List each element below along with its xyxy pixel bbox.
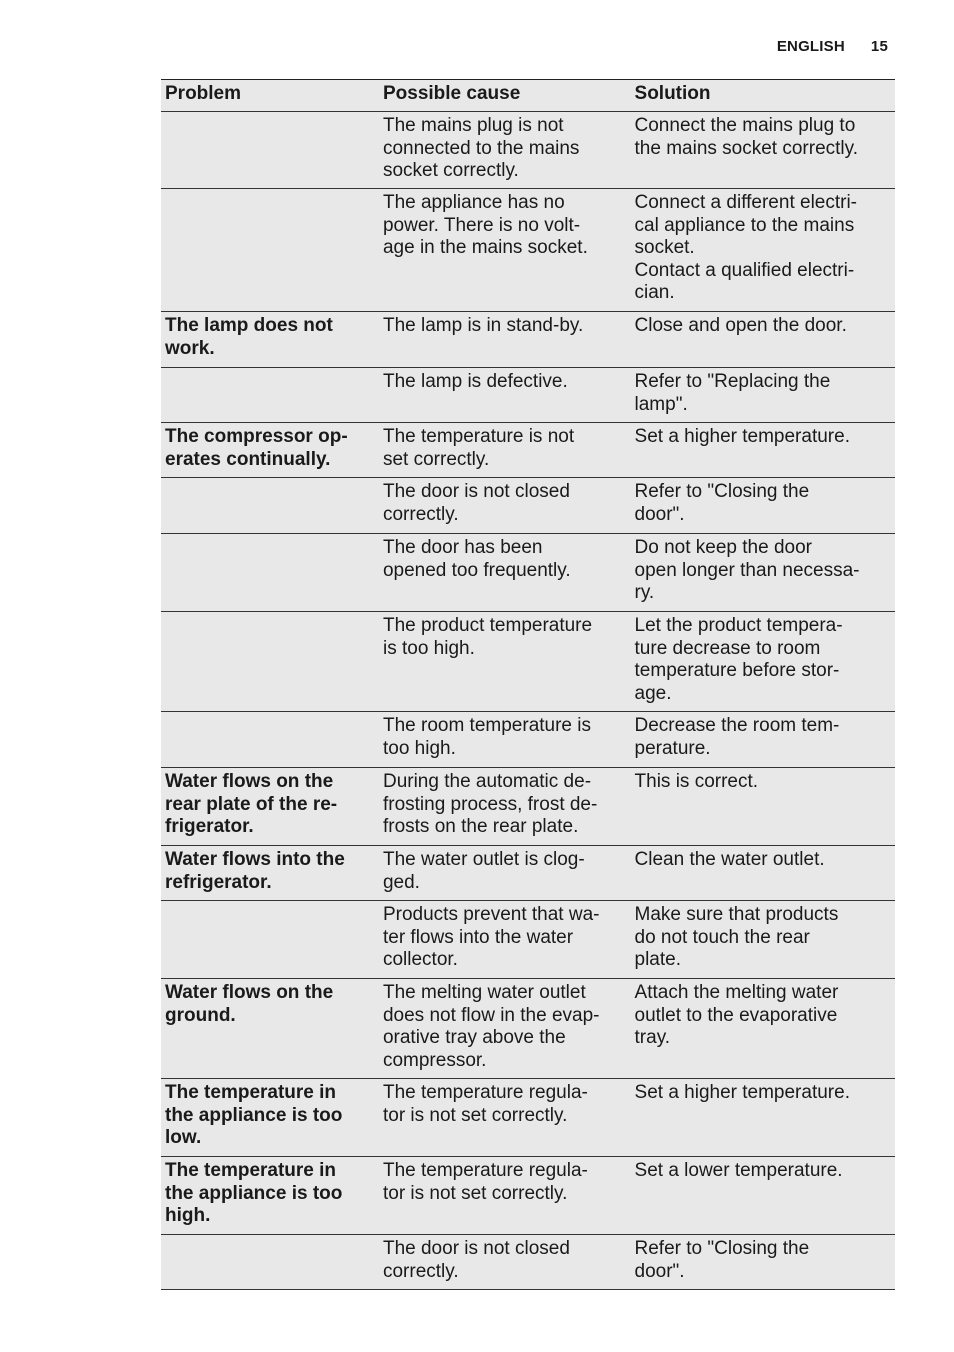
solution-cell-line: age. — [634, 682, 672, 704]
cause-cell-line: correctly. — [382, 503, 459, 525]
table-row — [161, 768, 895, 846]
problem-cell — [161, 1235, 379, 1290]
table-header-row — [161, 80, 895, 112]
solution-cell-line: cal appliance to the mains — [634, 214, 855, 236]
solution-cell-line: cian. — [634, 282, 675, 303]
table-row — [161, 712, 895, 768]
cause-cell-line: ter flows into the water — [382, 926, 574, 948]
problem-cell — [161, 612, 379, 712]
problem-cell-line: low. — [165, 1127, 202, 1148]
table-row — [161, 478, 895, 534]
solution-cell-line: open longer than necessa- — [634, 559, 860, 581]
solution-cell-line: Set a higher temperature. — [634, 1082, 850, 1103]
problem-cell — [161, 534, 379, 612]
cause-cell-line: frosting process, frost de- — [382, 793, 598, 815]
problem-cell — [161, 189, 379, 312]
solution-cell — [631, 979, 895, 1079]
cause-cell-line: The lamp is defective. — [382, 371, 568, 392]
solution-cell-line: This is correct. — [634, 771, 759, 792]
problem-cell-line: ground. — [165, 1004, 236, 1026]
cause-cell-line: The mains plug is not — [382, 115, 564, 136]
solution-cell-line: temperature before stor- — [634, 660, 840, 681]
cause-cell-line: Products prevent that wa- — [382, 904, 600, 925]
table-row — [161, 1235, 895, 1290]
cause-cell-line: power. There is no volt- — [382, 214, 581, 236]
table-row — [161, 979, 895, 1079]
problem-cell — [161, 423, 379, 478]
problem-cell-line: work. — [165, 337, 215, 359]
solution-cell — [631, 312, 895, 368]
troubleshooting-table — [161, 79, 895, 1290]
column-header-problem: Problem — [161, 80, 379, 112]
solution-cell — [631, 112, 895, 189]
solution-cell-line: Set a lower temperature. — [634, 1160, 843, 1181]
solution-cell-line: Refer to "Closing the — [634, 481, 810, 502]
problem-cell-line: The temperature in — [165, 1160, 337, 1181]
table-row — [161, 112, 895, 189]
problem-cell-line: the appliance is too — [165, 1182, 343, 1204]
cause-cell-line: The temperature is not — [382, 426, 575, 447]
table-row — [161, 901, 895, 979]
problem-cell — [161, 712, 379, 768]
problem-cell-line: the appliance is too — [165, 1104, 343, 1126]
solution-cell-line: lamp". — [634, 393, 688, 415]
problem-cell — [161, 846, 379, 901]
table-row — [161, 189, 895, 312]
cause-cell-line: The product temperature — [382, 615, 593, 636]
cause-cell-line: tor is not set correctly. — [382, 1182, 568, 1204]
solution-cell — [631, 534, 895, 612]
table-row — [161, 534, 895, 612]
solution-cell — [631, 846, 895, 901]
solution-cell-line: Let the product tempera- — [634, 615, 843, 636]
cause-cell-line: ged. — [382, 871, 420, 893]
cause-cell-line: age in the mains socket. — [382, 237, 588, 258]
solution-cell-line: do not touch the rear — [634, 926, 810, 948]
solution-cell-line: door". — [634, 503, 685, 525]
solution-cell-line: ry. — [634, 582, 655, 603]
problem-cell — [161, 368, 379, 423]
solution-cell — [631, 478, 895, 534]
cause-cell-line: The appliance has no — [382, 192, 565, 213]
cause-cell-line: During the automatic de- — [382, 771, 592, 792]
solution-cell-line: Connect the mains plug to — [634, 115, 856, 136]
table-row — [161, 612, 895, 712]
problem-cell — [161, 768, 379, 846]
problem-cell-line: Water flows on the — [165, 982, 334, 1003]
cause-cell-line: opened too frequently. — [382, 559, 571, 581]
solution-cell-line: door". — [634, 1260, 685, 1282]
table-row — [161, 423, 895, 478]
cause-cell — [379, 768, 631, 846]
table-row — [161, 1079, 895, 1157]
cause-cell-line: The room temperature is — [382, 715, 591, 736]
solution-cell-line: Refer to "Replacing the — [634, 371, 831, 392]
cause-cell-line: The door is not closed — [382, 1238, 570, 1259]
problem-cell — [161, 901, 379, 979]
cause-cell-line: connected to the mains — [382, 137, 580, 159]
solution-cell — [631, 1235, 895, 1290]
cause-cell-line: correctly. — [382, 1260, 459, 1282]
cause-cell-line: set correctly. — [382, 448, 490, 470]
cause-cell-line: The door has been — [382, 537, 543, 558]
solution-cell — [631, 612, 895, 712]
cause-cell — [379, 112, 631, 189]
solution-cell-line: ture decrease to room — [634, 637, 821, 659]
solution-cell — [631, 189, 895, 312]
solution-cell-line: the mains socket correctly. — [634, 137, 859, 159]
cause-cell — [379, 478, 631, 534]
problem-cell — [161, 478, 379, 534]
problem-cell-line: Water flows on the — [165, 771, 334, 792]
cause-cell-line: The temperature regula- — [382, 1160, 588, 1181]
solution-cell-line: Connect a different electri- — [634, 192, 858, 213]
cause-cell-line: The water outlet is clog- — [382, 849, 585, 870]
solution-cell — [631, 901, 895, 979]
solution-cell-line: socket. — [634, 237, 695, 258]
solution-cell-line: Decrease the room tem- — [634, 715, 840, 736]
problem-cell — [161, 112, 379, 189]
solution-cell-line: outlet to the evaporative — [634, 1004, 838, 1026]
solution-cell-line: tray. — [634, 1027, 671, 1048]
cause-cell — [379, 534, 631, 612]
problem-cell — [161, 979, 379, 1079]
cause-cell-line: The temperature regula- — [382, 1082, 588, 1103]
cause-cell-line: socket correctly. — [382, 160, 519, 181]
problem-cell-line: rear plate of the re- — [165, 793, 338, 815]
problem-cell-line: erates continually. — [165, 448, 331, 470]
solution-cell-line: plate. — [634, 949, 681, 970]
cause-cell-line: is too high. — [382, 637, 475, 659]
cause-cell-line: too high. — [382, 737, 456, 759]
problem-cell — [161, 312, 379, 368]
cause-cell — [379, 901, 631, 979]
problem-cell-line: The lamp does not — [165, 315, 333, 336]
cause-cell — [379, 712, 631, 768]
table-row — [161, 1157, 895, 1235]
cause-cell — [379, 846, 631, 901]
problem-cell — [161, 1079, 379, 1157]
page-header — [777, 38, 888, 55]
cause-cell-line: frosts on the rear plate. — [382, 816, 579, 837]
solution-cell-line: Clean the water outlet. — [634, 849, 825, 870]
cause-cell-line: The lamp is in stand-by. — [382, 315, 584, 336]
cause-cell-line: collector. — [382, 949, 458, 970]
page-number: 15 — [870, 38, 888, 55]
table-body — [161, 112, 895, 1290]
solution-cell — [631, 712, 895, 768]
cause-cell — [379, 612, 631, 712]
cause-cell — [379, 1235, 631, 1290]
cause-cell-line: compressor. — [382, 1049, 487, 1071]
column-header-possible-cause: Possible cause — [379, 80, 631, 112]
solution-cell — [631, 1157, 895, 1235]
cause-cell — [379, 368, 631, 423]
header-language: ENGLISH — [776, 38, 845, 55]
cause-cell-line: tor is not set correctly. — [382, 1104, 568, 1126]
cause-cell — [379, 312, 631, 368]
table-row — [161, 312, 895, 368]
cause-cell — [379, 1079, 631, 1157]
cause-cell — [379, 979, 631, 1079]
cause-cell-line: The melting water outlet — [382, 982, 586, 1003]
problem-cell-line: The compressor op- — [165, 426, 348, 447]
solution-cell-line: perature. — [634, 737, 711, 759]
solution-cell-line: Make sure that products — [634, 904, 839, 925]
cause-cell — [379, 423, 631, 478]
solution-cell-line: Attach the melting water — [634, 982, 839, 1003]
solution-cell-line: Do not keep the door — [634, 537, 812, 558]
problem-cell-line: frigerator. — [165, 816, 254, 837]
solution-cell-line: Refer to "Closing the — [634, 1238, 810, 1259]
table-row — [161, 368, 895, 423]
solution-cell-line: Close and open the door. — [634, 315, 847, 336]
cause-cell-line: orative tray above the — [382, 1027, 566, 1048]
problem-cell — [161, 1157, 379, 1235]
problem-cell-line: Water flows into the — [165, 849, 345, 870]
cause-cell-line: does not flow in the evap- — [382, 1004, 600, 1026]
solution-cell-line: Contact a qualified electri- — [634, 259, 855, 281]
table-row — [161, 846, 895, 901]
cause-cell-line: The door is not closed — [382, 481, 570, 502]
solution-cell — [631, 768, 895, 846]
problem-cell-line: The temperature in — [165, 1082, 337, 1103]
solution-cell — [631, 368, 895, 423]
cause-cell — [379, 1157, 631, 1235]
solution-cell — [631, 423, 895, 478]
cause-cell — [379, 189, 631, 312]
column-header-solution: Solution — [631, 80, 895, 112]
solution-cell-line: Set a higher temperature. — [634, 426, 850, 447]
problem-cell-line: refrigerator. — [165, 871, 272, 893]
solution-cell — [631, 1079, 895, 1157]
problem-cell-line: high. — [165, 1205, 211, 1226]
